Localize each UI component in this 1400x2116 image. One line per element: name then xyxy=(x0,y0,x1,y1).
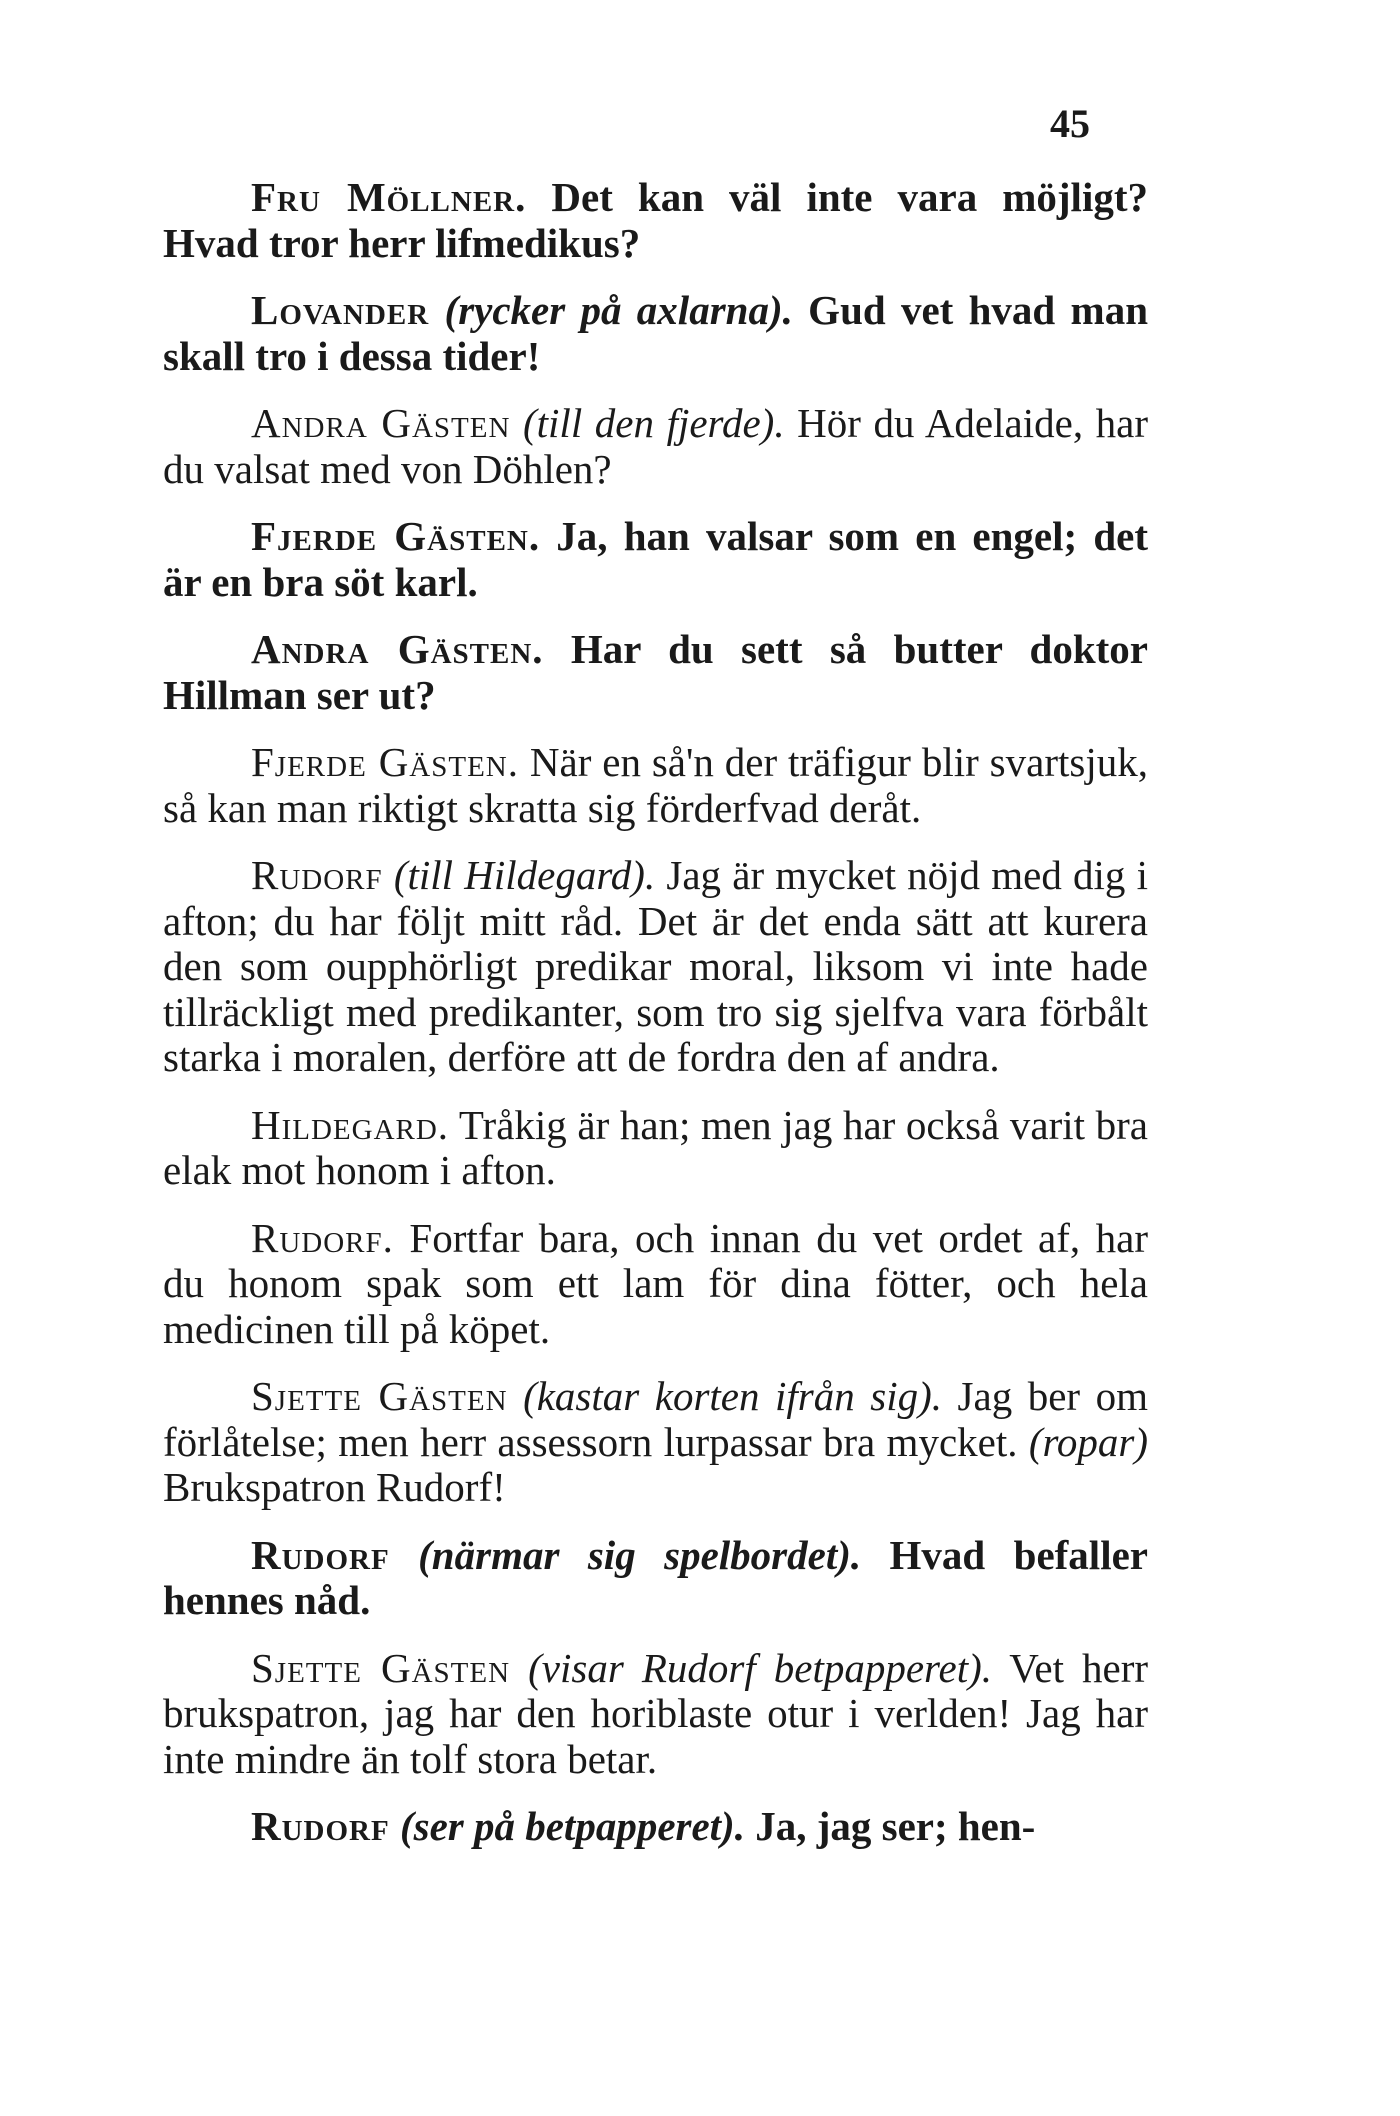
stage-direction: (kastar korten ifrån sig). xyxy=(523,1373,943,1419)
stage-direction: (rycker på axlarna). xyxy=(444,287,793,333)
dialogue-paragraph xyxy=(163,1646,1148,1783)
spoken-text: Fortfar bara, och innan du vet ordet af, har du honom spak som ett lam för dina fötter, och hela medicinen till på köpet. xyxy=(163,1214,1148,1352)
spoken-text: Jag är mycket nöjd med dig i afton; du har följt mitt råd. Det är det enda sätt att kurera den som oupphörligt predikar moral, liksom vi inte hade tillräckligt med predikanter, som tro sig sjelfva vara förbålt starka i moralen, derföre att de fordra den af andra. xyxy=(163,852,1148,1080)
dialogue-paragraph xyxy=(163,514,1148,605)
spoken-text: Tråkig är han; men jag har också varit bra elak mot honom i afton. xyxy=(163,1101,1148,1193)
dialogue-paragraph xyxy=(163,1533,1148,1624)
spoken-text: Hvad befaller hennes nåd. xyxy=(163,1531,1148,1623)
dialogue-paragraph xyxy=(163,1103,1148,1194)
speaker-name: Rudorf xyxy=(251,1531,390,1578)
dialogue-paragraph xyxy=(163,401,1148,492)
speaker-name: Andra Gästen xyxy=(251,400,511,446)
stage-direction: (närmar sig spelbordet). xyxy=(418,1531,862,1578)
dialogue-paragraph xyxy=(163,627,1148,718)
stage-direction: (ser på betpapperet). xyxy=(399,1803,745,1849)
dialogue-paragraph xyxy=(163,1804,1148,1850)
speaker-name: Rudorf xyxy=(251,852,383,898)
spoken-text: Har du sett så butter doktor Hillman ser ut? xyxy=(163,626,1148,718)
spoken-text: Hör du Adelaide, har du valsat med von Döhlen? xyxy=(163,400,1148,492)
speaker-name: Hildegard. xyxy=(251,1101,450,1148)
spoken-text: När en så'n der träfigur blir svartsjuk, så kan man riktigt skratta sig förderfvad deråt. xyxy=(163,739,1148,831)
speaker-name: Fru Möllner. xyxy=(251,174,527,220)
dialogue-paragraph xyxy=(163,740,1148,831)
speaker-name: Fjerde Gästen. xyxy=(251,513,541,559)
speaker-name: Rudorf xyxy=(251,1803,390,1849)
speaker-name: Andra Gästen. xyxy=(251,626,544,672)
spoken-text: Brukspatron Rudorf! xyxy=(163,1464,506,1510)
dialogue-paragraph xyxy=(163,853,1148,1081)
speaker-name: Fjerde Gästen. xyxy=(251,739,519,785)
spoken-text: Gud vet hvad man skall tro i dessa tider! xyxy=(163,287,1148,379)
dialogue-paragraph xyxy=(163,175,1148,266)
speaker-name: Lovander xyxy=(251,287,430,333)
page-number: 45 xyxy=(1050,101,1090,146)
speaker-name: Sjette Gästen xyxy=(251,1373,508,1419)
spoken-text: Jag ber om förlåtelse; men herr assessorn lurpassar bra mycket. xyxy=(163,1373,1149,1465)
dialogue-paragraph xyxy=(163,1374,1148,1511)
spoken-text: Ja, han valsar som en engel; det är en bra söt karl. xyxy=(163,513,1148,605)
stage-direction: (visar Rudorf betpapperet). xyxy=(528,1644,992,1691)
dialogue-text xyxy=(163,175,1148,1872)
speaker-name: Sjette Gästen xyxy=(251,1644,511,1691)
speaker-name: Rudorf. xyxy=(251,1214,394,1261)
spoken-text: Det kan väl inte vara möjligt? Hvad tror herr lifmedikus? xyxy=(163,174,1148,266)
stage-direction: (till den fjerde). xyxy=(523,400,785,446)
stage-direction: (till Hildegard). xyxy=(393,852,656,898)
dialogue-paragraph xyxy=(163,288,1148,379)
stage-direction: (ropar) xyxy=(1028,1418,1149,1465)
spoken-text: Vet herr brukspatron, jag har den horiblaste otur i verlden! Jag har inte mindre än tolf stora betar. xyxy=(163,1644,1149,1782)
spoken-text: Ja, jag ser; hen- xyxy=(744,1803,1036,1849)
dialogue-paragraph xyxy=(163,1216,1148,1353)
